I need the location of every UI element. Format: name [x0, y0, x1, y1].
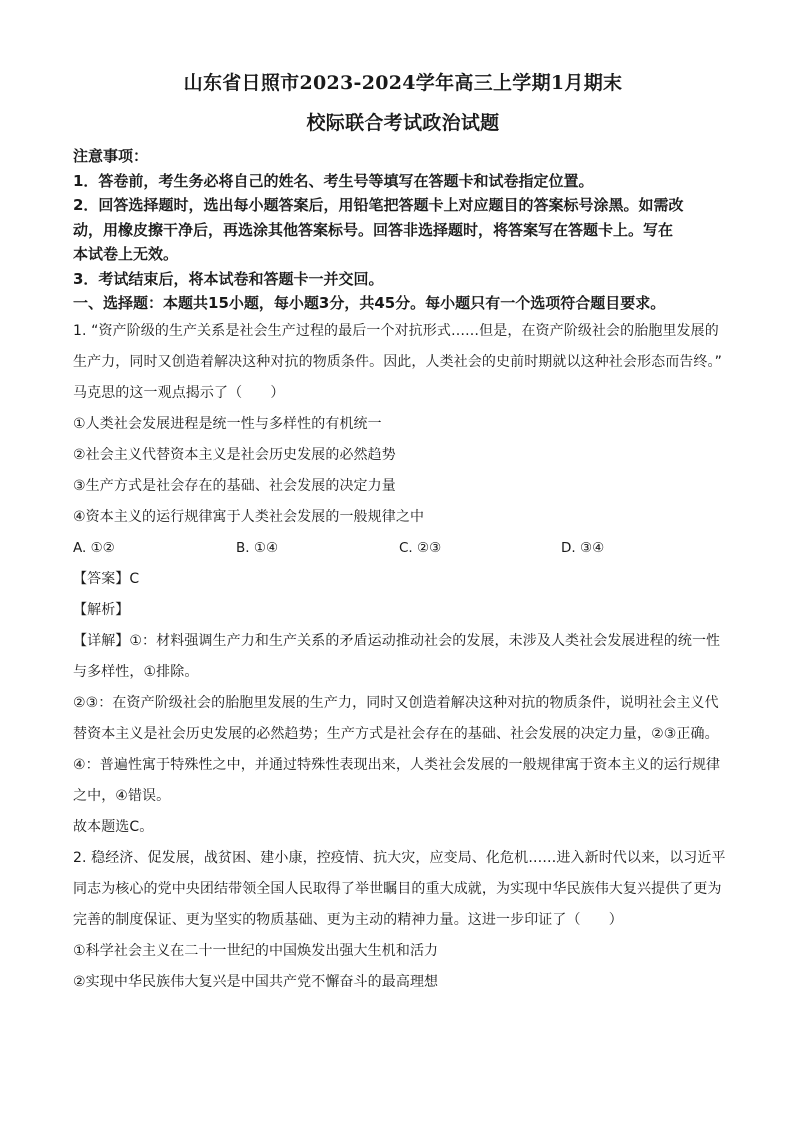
statement-item: ①人类社会发展进程是统一性与多样性的有机统一 — [73, 415, 382, 432]
notice-item: 本试卷上无效。 — [73, 245, 179, 263]
question-stem-line: 马克思的这一观点揭示了（ ） — [73, 384, 285, 401]
explanation-line: 与多样性，①排除。 — [73, 663, 199, 680]
question-stem-line: 1. “资产阶级的生产关系是社会生产过程的最后一个对抗形式……但是，在资产阶级社会的胎胞里发展的 — [73, 322, 719, 339]
question-2 — [73, 843, 733, 998]
question-stem-line: 同志为核心的党中央团结带领全国人民取得了举世瞩目的重大成就，为实现中华民族伟大复兴提供了更为 — [73, 880, 722, 897]
notice-heading: 注意事项： — [73, 147, 149, 165]
conclusion-line: 故本题选C。 — [73, 818, 154, 835]
question-stem-line: 完善的制度保证、更为坚实的物质基础、更为主动的精神力量。这进一步印证了（ ） — [73, 911, 623, 928]
explanation-line: 【详解】①：材料强调生产力和生产关系的矛盾运动推动社会的发展，未涉及人类社会发展进程的统一性 — [73, 632, 721, 649]
explanation-line: 替资本主义是社会历史发展的必然趋势；生产方式是社会存在的基础、社会发展的决定力量，②③正确。 — [73, 725, 719, 742]
answer-options — [73, 533, 733, 564]
answer-label: 【答案】C — [73, 570, 140, 587]
question-stem-line: 生产力，同时又创造着解决这种对抗的物质条件。因此，人类社会的史前时期就以这种社会形态而告终。” — [73, 353, 722, 370]
statement-item: ①科学社会主义在二十一世纪的中国焕发出强大生机和活力 — [73, 942, 439, 959]
statement-item: ②社会主义代替资本主义是社会历史发展的必然趋势 — [73, 446, 396, 463]
option-d: D. ③④ — [561, 539, 605, 556]
option-c: C. ②③ — [399, 539, 442, 556]
notice-item: 2．回答选择题时，选出每小题答案后，用铅笔把答题卡上对应题目的答案标号涂黑。如需改 — [73, 196, 684, 214]
page-subtitle: 校际联合考试政治试题 — [306, 112, 500, 134]
analysis-label: 【解析】 — [73, 601, 130, 618]
explanation-line: ④：普遍性寓于特殊性之中，并通过特殊性表现出来，人类社会发展的一般规律寓于资本主义的运行规律 — [73, 756, 721, 773]
section-heading: 一、选择题：本题共15小题，每小题3分，共45分。每小题只有一个选项符合题目要求。 — [73, 294, 666, 312]
notice-item: 1．答卷前，考生务必将自己的姓名、考生号等填写在答题卡和试卷指定位置。 — [73, 171, 594, 190]
exam-page — [73, 66, 733, 998]
statement-item: ②实现中华民族伟大复兴是中国共产党不懈奋斗的最高理想 — [73, 973, 439, 990]
option-b: B. ①④ — [236, 539, 279, 556]
explanation-line: 之中，④错误。 — [73, 787, 171, 804]
statement-item: ③生产方式是社会存在的基础、社会发展的决定力量 — [73, 477, 396, 494]
notice-item: 动，用橡皮擦干净后，再选涂其他答案标号。回答非选择题时，将答案写在答题卡上。写在 — [73, 220, 674, 239]
explanation-line: ②③：在资产阶级社会的胎胞里发展的生产力，同时又创造着解决这种对抗的物质条件，说明社会主义代 — [73, 694, 719, 711]
statement-item: ④资本主义的运行规律寓于人类社会发展的一般规律之中 — [73, 508, 425, 525]
page-title: 山东省日照市2023-2024学年高三上学期1月期末 — [183, 72, 623, 94]
notice-item: 3．考试结束后，将本试卷和答题卡一并交回。 — [73, 269, 384, 288]
question-1 — [73, 316, 733, 843]
notice-section — [73, 144, 733, 316]
option-a: A. ①② — [73, 539, 115, 556]
question-stem-line: 2. 稳经济、促发展，战贫困、建小康，控疫情、抗大灾，应变局、化危机……进入新时代以来，以习近平 — [73, 849, 726, 866]
